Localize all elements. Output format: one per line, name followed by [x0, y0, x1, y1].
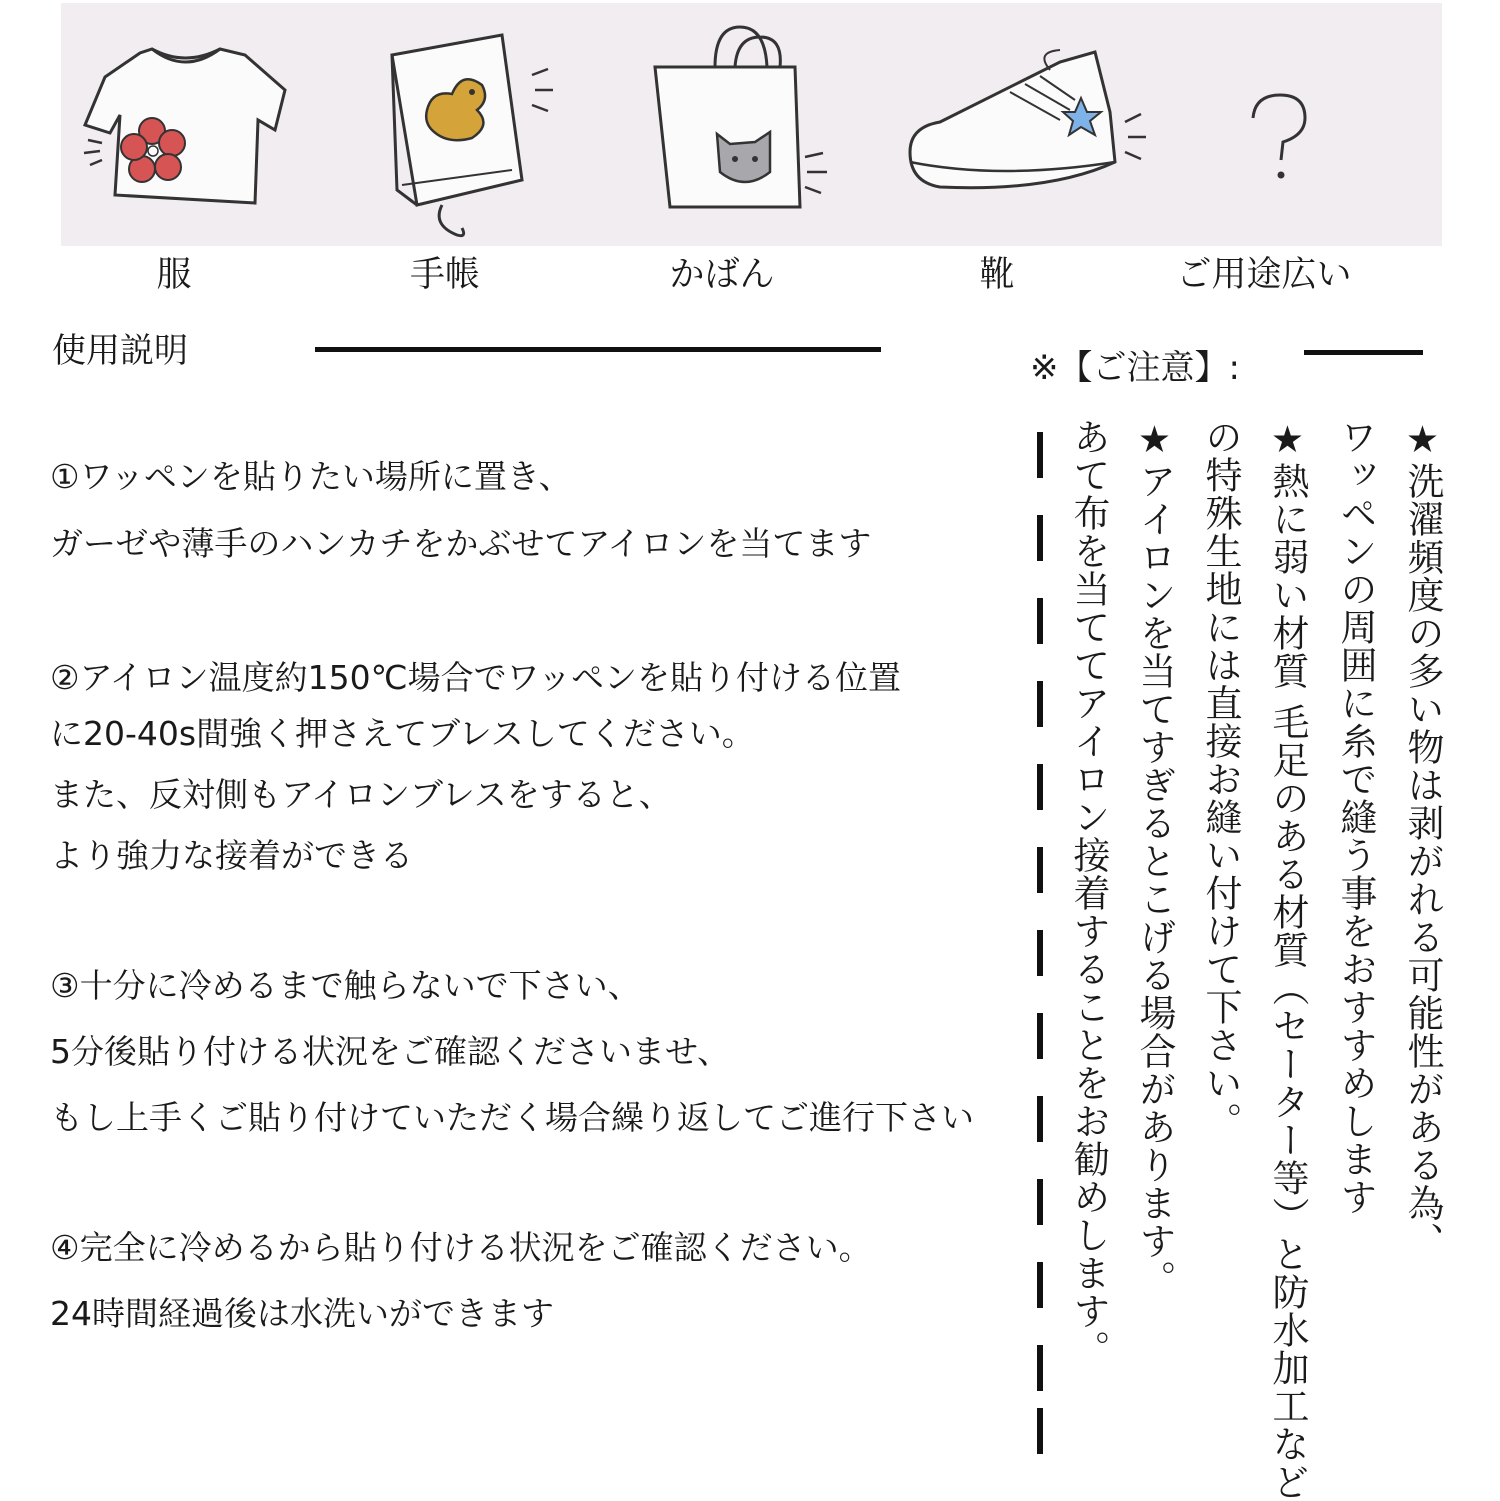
dashed-divider [1037, 1408, 1043, 1454]
usage-step-1 [50, 454, 1025, 567]
caution-column: ★アイロンを当てすぎるとこげる場合があります。 [1133, 418, 1176, 1298]
caution-column: の特殊生地には直接お縫い付けて下さい。 [1199, 418, 1242, 1140]
step-line: より強力な接着ができる [50, 836, 413, 875]
tote-bag-icon [645, 22, 835, 222]
usage-steps [50, 454, 1025, 1337]
usage-step-2 [50, 655, 1025, 879]
caution-heading-rule [1304, 350, 1423, 355]
dashed-divider [1037, 1013, 1043, 1059]
dashed-divider [1037, 432, 1043, 478]
usage-heading-rule [315, 347, 881, 352]
step-line: 24時間経過後は水洗いができます [50, 1294, 554, 1333]
dashed-divider [1037, 764, 1043, 810]
step-line: に20-40s間強く押さえてブレスしてください。 [50, 714, 755, 753]
t-shirt-icon [80, 35, 290, 205]
step-line: 5分後貼り付ける状況をご確認くださいませ、 [50, 1032, 731, 1071]
dashed-divider [1037, 1179, 1043, 1225]
step-line: ④完全に冷めるから貼り付ける状況をご確認ください。 [50, 1228, 872, 1267]
caution-column: ★洗濯頻度の多い物は剥がれる可能性がある為、 [1401, 418, 1444, 1260]
category-caption: ご用途広い [1176, 255, 1352, 295]
step-line: ③十分に冷めるまで触らないで下さい、 [50, 966, 641, 1005]
sneaker-icon [900, 42, 1160, 202]
usage-step-4 [50, 1225, 1025, 1337]
step-line: ①ワッペンを貼りたい場所に置き、 [50, 457, 572, 496]
step-line: もし上手くご貼り付けていただく場合繰り返してご進行下さい [50, 1098, 974, 1137]
dashed-divider [1037, 681, 1043, 727]
dashed-divider [1037, 1096, 1043, 1142]
usage-step-3 [50, 963, 1025, 1141]
question-mark-icon [1245, 90, 1315, 185]
category-caption: かばん [669, 255, 775, 295]
caution-column: あて布を当ててアイロン接着することをお勧めします。 [1067, 418, 1110, 1368]
caution-heading: ※【ご注意】: [1030, 348, 1240, 388]
dashed-divider [1037, 930, 1043, 976]
notebook-icon [372, 30, 562, 240]
dashed-divider [1037, 1345, 1043, 1391]
dashed-divider [1037, 1262, 1043, 1308]
dashed-divider [1037, 598, 1043, 644]
step-line: また、反対側もアイロンブレスをすると、 [50, 775, 672, 814]
dashed-divider [1037, 515, 1043, 561]
category-caption: 靴 [979, 255, 1015, 295]
category-caption: 服 [156, 255, 192, 295]
step-line: ガーゼや薄手のハンカチをかぶせてアイロンを当てます [50, 524, 872, 563]
caution-column: ワッペンの周囲に糸で縫う事をおすすめします [1334, 418, 1377, 1216]
usage-heading: 使用説明 [52, 331, 188, 371]
dashed-divider [1037, 847, 1043, 893]
step-line: ②アイロン温度約150℃場合でワッペンを貼り付ける位置 [50, 658, 902, 697]
category-caption: 手帳 [409, 255, 481, 295]
caution-column: ★熱に弱い材質 毛足のある材質（セーター等）と防水加工など [1266, 418, 1309, 1501]
